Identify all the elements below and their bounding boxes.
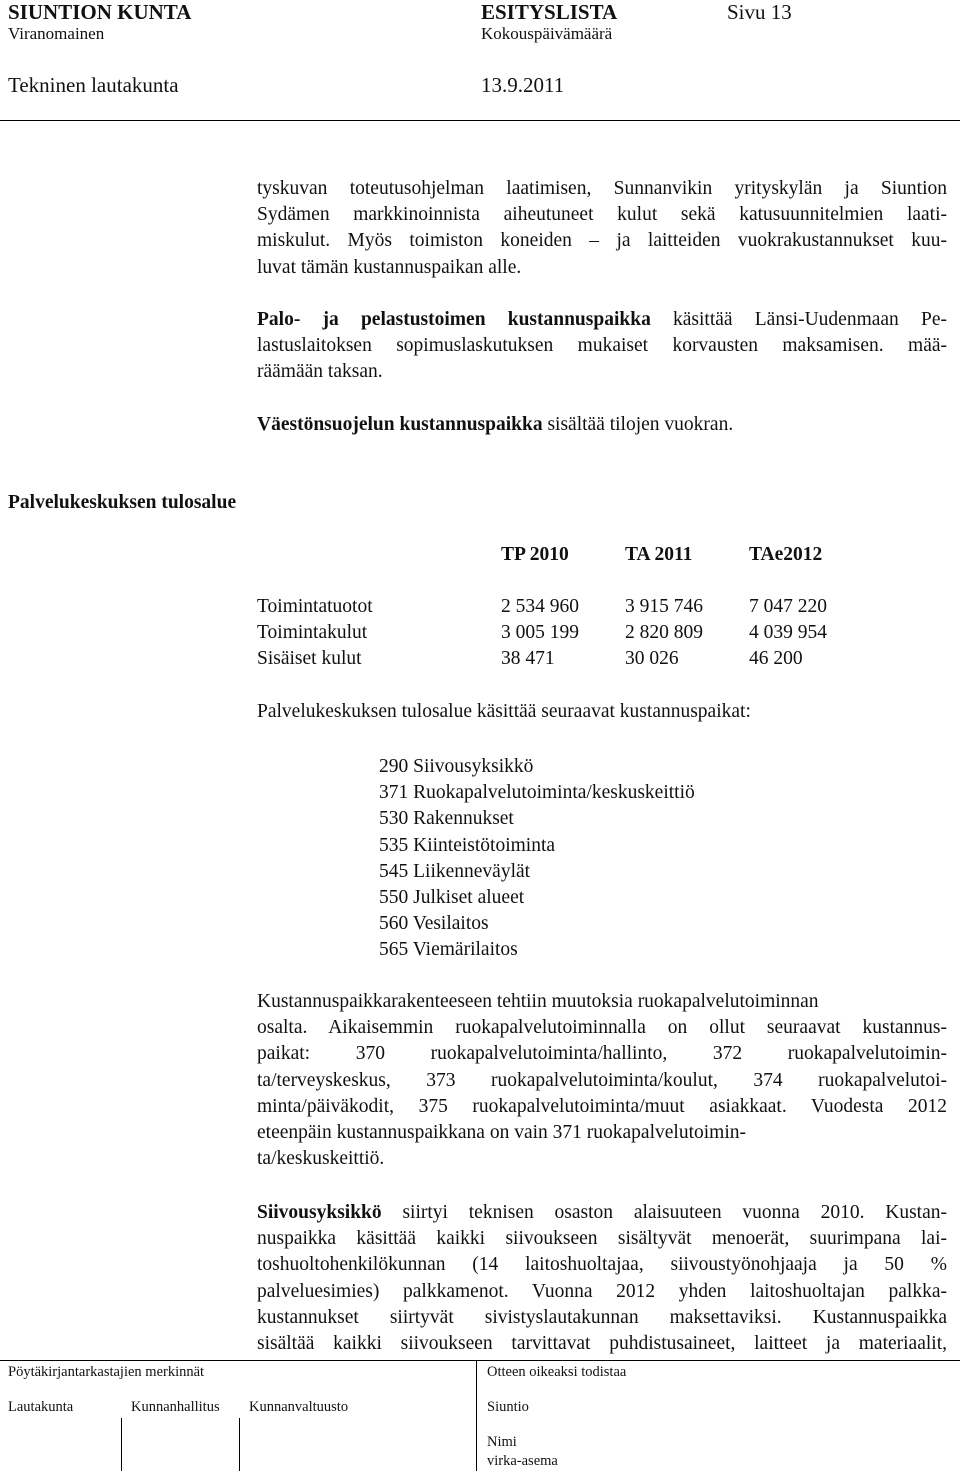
list-item: 565 Viemärilaitos [379,939,518,961]
list-item: 530 Rakennukset [379,808,514,830]
footer-name: Nimi [487,1434,517,1450]
intro-paragraph [257,176,947,281]
siivous-line-1 [257,1200,947,1226]
cell: 2 534 960 [501,596,579,617]
siivous-line: kustannukset siirtyvät sivistyslautakunnan maksettaviksi. Kustannuspaikka [257,1306,947,1328]
cell: 2 820 809 [625,622,703,643]
financial-table [257,544,869,674]
row-label: Sisäiset kulut [257,648,362,669]
cell: 4 039 954 [749,622,827,643]
table-row [257,596,869,622]
col-header: TAe2012 [749,544,823,565]
list-item: 290 Siivousyksikkö [379,756,534,777]
footer-rule [0,1360,960,1361]
cell: 30 026 [625,648,679,669]
cell: 3 915 746 [625,596,703,617]
footer-col-lautakunta: Lautakunta [8,1399,74,1415]
changes-line: osalta. Aikaisemmin ruokapalvelutoiminnalla on ollut seuraavat kustannus- [257,1017,947,1039]
list-item: 371 Ruokapalvelutoiminta/keskuskeittiö [379,782,695,804]
footer-place: Siuntio [487,1399,529,1415]
siivous-line: toshuoltohenkilökunnan (14 laitoshuoltajaa, siivoustyönohjaaja ja 50 % [257,1254,947,1276]
cell: 38 471 [501,648,555,669]
changes-line: Kustannuspaikkarakenteeseen tehtiin muutoksia ruokapalvelutoiminnan [257,991,819,1012]
list-item: 560 Vesilaitos [379,913,489,935]
vaesto-paragraph [257,412,947,438]
table-row [257,648,869,674]
vaesto-line [257,412,947,438]
changes-line: ta/keskuskeittiö. [257,1148,385,1170]
row-label: Toimintatuotot [257,596,373,617]
palo-line-2: lastuslaitoksen sopimuslaskutuksen mukaiset korvausten maksamisen. mää- [257,335,947,357]
cell: 7 047 220 [749,596,827,617]
col-header: TP 2010 [501,544,569,565]
table-header-row [257,544,869,570]
palo-line-1-text: käsittää Länsi-Uudenmaan Pe- [650,309,947,330]
footer-recorders: Pöytäkirjantarkastajien merkinnät [8,1364,205,1380]
siivous-line: nuspaikka käsittää kaikki siivoukseen sisältyvät menoerät, suurimpana lai- [257,1228,947,1250]
changes-line: minta/päiväkodit, 375 ruokapalvelutoiminta/muut asiakkaat. Vuodesta 2012 [257,1095,947,1117]
siivous-paragraph [257,1200,947,1357]
intro-line: Sydämen markkinoinnista aiheutuneet kulut sekä katusuunnitelmien laati- [257,204,947,226]
palo-paragraph [257,307,947,386]
meeting-date-label: Kokouspäivämäärä [481,24,613,43]
cell: 3 005 199 [501,622,579,643]
siivous-line: sisältää kaikki siivoukseen tarvittavat puhdistusaineet, laitteet ja materiaalit, [257,1333,947,1355]
changes-paragraph [257,989,947,1172]
org-name: SIUNTION KUNTA [8,0,192,24]
footer-divider [239,1418,240,1471]
cell: 46 200 [749,648,803,669]
table-row [257,622,869,648]
vaesto-text: sisältää tilojen vuokran. [542,414,734,435]
authority-name: Tekninen lautakunta [8,73,179,97]
changes-line: eteenpäin kustannuspaikkana on vain 371 ruokapalvelutoimin- [257,1122,746,1144]
footer-divider [121,1418,122,1471]
intro-line: luvat tämän kustannuspaikan alle. [257,256,522,278]
page-number: Sivu 13 [727,0,792,24]
vaesto-heading: Väestönsuojelun kustannuspaikka [257,414,543,435]
changes-line: ta/terveyskeskus, 373 ruokapalvelutoiminta/koulut, 374 ruokapalvelutoi- [257,1069,947,1091]
doc-type: ESITYSLISTA [481,0,618,24]
list-item: 545 Liikenneväylät [379,860,531,882]
palo-line-1 [257,307,947,333]
list-item: 535 Kiinteistötoiminta [379,834,556,856]
header-rule [0,120,960,121]
cost-centers-intro: Palvelukeskuksen tulosalue käsittää seuraavat kustannuspaikat: [257,701,751,722]
siivous-line-1-text: siirtyi teknisen osaston alaisuuteen vuonna 2010. Kustan- [381,1202,947,1223]
siivous-line: palveluesimies) palkkamenot. Vuonna 2012 yhden laitoshuoltajan palkka- [257,1280,947,1302]
footer-col-kunnanhallitus: Kunnanhallitus [131,1399,220,1415]
intro-line: tyskuvan toteutusohjelman laatimisen, Sunnanvikin yrityskylän ja Siuntion [257,178,947,199]
meeting-date: 13.9.2011 [481,73,565,97]
section-heading: Palvelukeskuksen tulosalue [8,492,237,513]
row-label: Toimintakulut [257,622,368,643]
footer-divider [476,1360,477,1471]
footer-certified: Otteen oikeaksi todistaa [487,1364,627,1380]
cost-center-list [379,754,695,964]
list-item: 550 Julkiset alueet [379,887,525,909]
siivous-heading: Siivousyksikkö [257,1202,382,1223]
footer-title: virka-asema [487,1453,558,1469]
footer-col-kunnanvaltuusto: Kunnanvaltuusto [249,1399,349,1415]
intro-line: miskulut. Myös toimiston koneiden – ja laitteiden vuokrakustannukset kuu- [257,230,947,252]
authority-label: Viranomainen [8,24,105,43]
palo-line-3: räämään taksan. [257,361,383,383]
changes-line: paikat: 370 ruokapalvelutoiminta/hallinto, 372 ruokapalvelutoimin- [257,1043,947,1065]
palo-heading: Palo- ja pelastustoimen kustannuspaikka [257,309,651,330]
col-header: TA 2011 [625,544,693,565]
